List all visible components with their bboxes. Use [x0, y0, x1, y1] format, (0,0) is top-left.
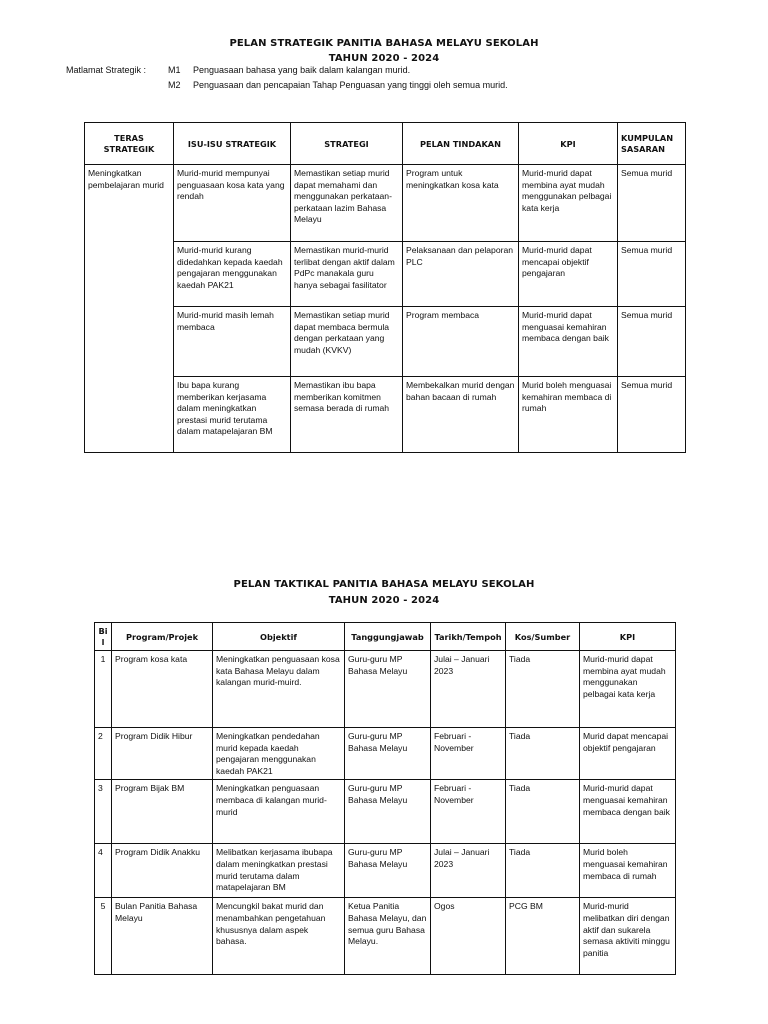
goal-code-m1: M1: [168, 65, 181, 75]
bil-cell: 4: [95, 844, 112, 898]
sasaran-cell: Semua murid: [618, 242, 686, 307]
kpi-cell: Murid dapat mencapai objektif pengajaran: [580, 728, 676, 780]
kpi-cell: Murid-murid dapat menguasai kemahiran membaca dengan baik: [580, 780, 676, 844]
header-kos: Kos/Sumber: [506, 623, 580, 651]
tanggungjawab-cell: Ketua Panitia Bahasa Melayu, dan semua guru Bahasa Melayu.: [345, 898, 431, 975]
pelan-cell: Membekalkan murid dengan bahan bacaan di rumah: [403, 377, 519, 453]
objektif-cell: Meningkatkan penguasaan kosa kata Bahasa Melayu dalam kalangan murid-muird.: [213, 651, 345, 728]
table-header-row: [85, 123, 686, 165]
kpi-cell: Murid-murid dapat mencapai objektif pengajaran: [519, 242, 618, 307]
header-strategi: STRATEGI: [291, 123, 403, 165]
table-row: [95, 780, 676, 844]
tactical-year: TAHUN 2020 - 2024: [328, 595, 440, 606]
kpi-cell: Murid boleh menguasai kemahiran membaca di rumah: [519, 377, 618, 453]
table-row: [95, 844, 676, 898]
kos-cell: Tiada: [506, 844, 580, 898]
pelan-cell: Program membaca: [403, 307, 519, 377]
program-cell: Program Bijak BM: [112, 780, 213, 844]
program-cell: Bulan Panitia Bahasa Melayu: [112, 898, 213, 975]
header-tanggungjawab: Tanggungjawab: [345, 623, 431, 651]
header-isu: ISU-ISU STRATEGIK: [174, 123, 291, 165]
bil-cell: 3: [95, 780, 112, 844]
strategi-cell: Memastikan setiap murid dapat membaca bermula dengan perkataan yang mudah (KVKV): [291, 307, 403, 377]
header-pelan: PELAN TINDAKAN: [403, 123, 519, 165]
kos-cell: PCG BM: [506, 898, 580, 975]
isu-cell: Murid-murid mempunyai penguasaan kosa kata yang rendah: [174, 165, 291, 242]
program-cell: Program Didik Anakku: [112, 844, 213, 898]
tactical-plan-table: [94, 622, 676, 975]
tanggungjawab-cell: Guru-guru MP Bahasa Melayu: [345, 844, 431, 898]
table-row: [95, 898, 676, 975]
table-row: [85, 165, 686, 242]
tarikh-cell: Julai – Januari 2023: [431, 651, 506, 728]
pelan-cell: Pelaksanaan dan pelaporan PLC: [403, 242, 519, 307]
header-sasaran: KUMPULAN SASARAN: [618, 123, 686, 165]
objektif-cell: Meningkatkan penguasaan membaca di kalangan murid-murid: [213, 780, 345, 844]
strategic-plan-table: [84, 122, 686, 453]
bil-cell: 2: [95, 728, 112, 780]
bil-cell: 5: [95, 898, 112, 975]
table-header-row: [95, 623, 676, 651]
header-kpi: KPI: [519, 123, 618, 165]
strategi-cell: Memastikan setiap murid dapat memahami dan menggunakan perkataan-perkataan lazim Bahasa Melayu: [291, 165, 403, 242]
table-row: [95, 728, 676, 780]
kpi-cell: Murid boleh menguasai kemahiran membaca di rumah: [580, 844, 676, 898]
objektif-cell: Mencungkil bakat murid dan menambahkan pengetahuan khususnya dalam aspek bahasa.: [213, 898, 345, 975]
bil-cell: 1: [95, 651, 112, 728]
tarikh-cell: Februari - November: [431, 728, 506, 780]
tanggungjawab-cell: Guru-guru MP Bahasa Melayu: [345, 651, 431, 728]
sasaran-cell: Semua murid: [618, 307, 686, 377]
table-row: [85, 377, 686, 453]
kpi-cell: Murid-murid dapat menguasai kemahiran membaca dengan baik: [519, 307, 618, 377]
pelan-cell: Program untuk meningkatkan kosa kata: [403, 165, 519, 242]
kpi-cell: Murid-murid dapat membina ayat mudah menggunakan pelbagai kata kerja: [580, 651, 676, 728]
kos-cell: Tiada: [506, 780, 580, 844]
header-objektif: Objektif: [213, 623, 345, 651]
tarikh-cell: Februari - November: [431, 780, 506, 844]
tarikh-cell: Ogos: [431, 898, 506, 975]
goal-code-m2: M2: [168, 80, 181, 90]
table-row: [85, 307, 686, 377]
objektif-cell: Melibatkan kerjasama ibubapa dalam meningkatkan prestasi murid terutama dalam matapelajaran BM: [213, 844, 345, 898]
strategi-cell: Memastikan ibu bapa memberikan komitmen semasa berada di rumah: [291, 377, 403, 453]
sasaran-cell: Semua murid: [618, 165, 686, 242]
kpi-cell: Murid-murid melibatkan diri dengan aktif dan sukarela semasa aktiviti minggu panitia: [580, 898, 676, 975]
header-tarikh: Tarikh/Tempoh: [431, 623, 506, 651]
tanggungjawab-cell: Guru-guru MP Bahasa Melayu: [345, 728, 431, 780]
tarikh-cell: Julai – Januari 2023: [431, 844, 506, 898]
strategic-year: TAHUN 2020 - 2024: [328, 53, 440, 64]
table-row: [85, 242, 686, 307]
isu-cell: Murid-murid masih lemah membaca: [174, 307, 291, 377]
tactical-title: PELAN TAKTIKAL PANITIA BAHASA MELAYU SEKOLAH: [233, 579, 535, 590]
header-kpi: KPI: [580, 623, 676, 651]
goal-label: Matlamat Strategik :: [66, 65, 147, 75]
strategi-cell: Memastikan murid-murid terlibat dengan aktif dalam PdPc manakala guru hanya sebagai fasilitator: [291, 242, 403, 307]
kos-cell: Tiada: [506, 651, 580, 728]
header-teras: TERAS STRATEGIK: [85, 123, 174, 165]
program-cell: Program kosa kata: [112, 651, 213, 728]
kpi-cell: Murid-murid dapat membina ayat mudah menggunakan pelbagai kata kerja: [519, 165, 618, 242]
teras-cell: Meningkatkan pembelajaran murid: [85, 165, 174, 453]
goal-text-m2: Penguasaan dan pencapaian Tahap Penguasan yang tinggi oleh semua murid.: [193, 80, 508, 90]
header-bil: Bil: [95, 623, 112, 651]
header-program: Program/Projek: [112, 623, 213, 651]
tanggungjawab-cell: Guru-guru MP Bahasa Melayu: [345, 780, 431, 844]
objektif-cell: Meningkatkan pendedahan murid kepada kaedah pengajaran menggunakan kaedah PAK21: [213, 728, 345, 780]
table-row: [95, 651, 676, 728]
isu-cell: Murid-murid kurang didedahkan kepada kaedah pengajaran menggunakan kaedah PAK21: [174, 242, 291, 307]
goal-text-m1: Penguasaan bahasa yang baik dalam kalangan murid.: [193, 65, 411, 75]
isu-cell: Ibu bapa kurang memberikan kerjasama dalam meningkatkan prestasi murid terutama dalam matapelajaran BM: [174, 377, 291, 453]
strategic-title: PELAN STRATEGIK PANITIA BAHASA MELAYU SEKOLAH: [229, 38, 539, 49]
program-cell: Program Didik Hibur: [112, 728, 213, 780]
kos-cell: Tiada: [506, 728, 580, 780]
sasaran-cell: Semua murid: [618, 377, 686, 453]
